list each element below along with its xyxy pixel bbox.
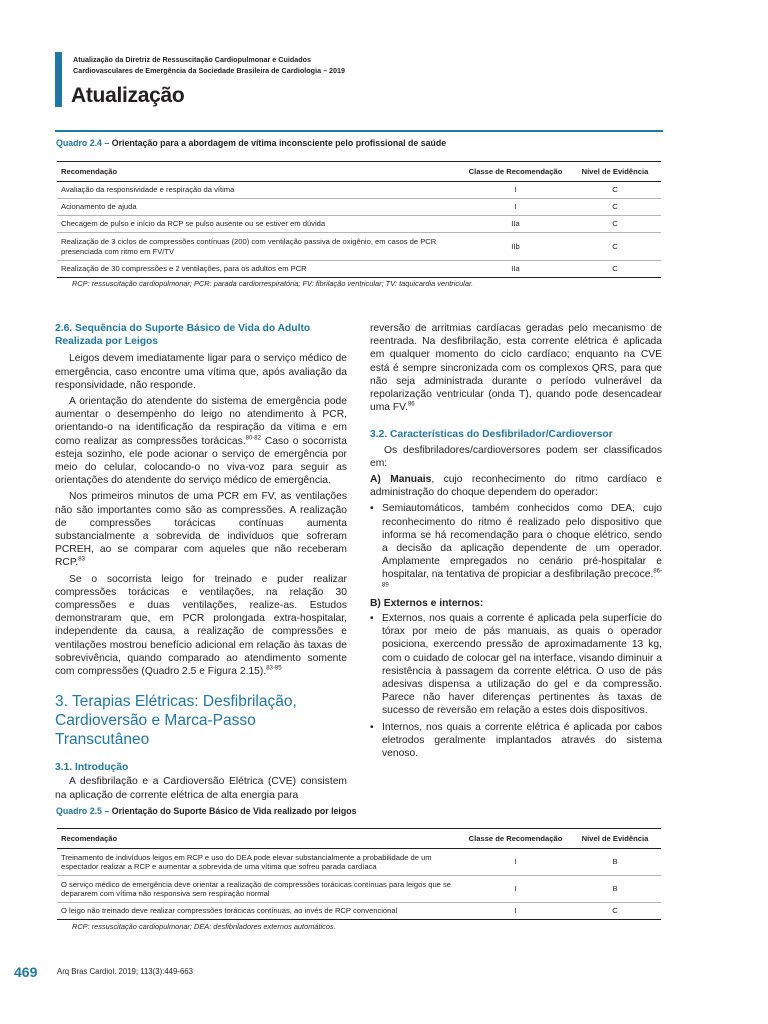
cell-recomendacao: Treinamento de indivíduos leigos em RCP e uso do DEA pode elevar substancialmente a probabilidade de um espectador realizar a RCP e aumentar a sobrevida de uma vítima que sofreu parada cardíaca [57, 849, 462, 876]
cell-nivel: C [569, 903, 661, 920]
section-heading-2-6: 2.6. Sequência do Suporte Básico de Vida do Adulto Realizada por Leigos [55, 323, 311, 348]
cell-classe: I [462, 199, 569, 216]
quadro-2-5-title [56, 806, 357, 816]
journal-citation: Arq Bras Cardiol. 2019; 113(3):449-663 [57, 967, 193, 976]
quadro-2-5-number: Quadro 2.5 – [56, 806, 110, 816]
right-column [370, 322, 662, 760]
column-header-recomendacao: Recomendação [57, 829, 462, 849]
paragraph: A orientação do atendente do sistema de emergência pode aumentar o desempenho do leigo no atendimento à PCR, orientando-o na identificação da respiração da vítima e em como realizar as compressões torácicas.$^{80-82}$ Caso o socorrista esteja sozinho, ele pode acionar o serviço de emergência por meio do celular, colocando-o no viva-voz para seguir as orientações do atendente do serviço médico de emergência. [55, 396, 347, 487]
quadro-2-4-title-text: Orientação para a abordagem de vítima inconsciente pelo profissional de saúde [111, 138, 447, 148]
table-row [57, 199, 661, 216]
list-manuais [370, 502, 662, 594]
cell-classe: I [462, 182, 569, 199]
table-row [57, 216, 661, 233]
header-line-2: Cardiovasculares de Emergência da Sociedade Brasileira de Cardiologia – 2019 [73, 66, 346, 75]
cell-nivel: B [569, 849, 661, 876]
column-header-nivel: Nível de Evidência [569, 829, 661, 849]
quadro-2-5-title-text: Orientação do Suporte Básico de Vida realizado por leigos [111, 806, 357, 816]
column-header-classe: Classe de Recomendação [462, 162, 569, 182]
cell-recomendacao: Avaliação da responsividade e respiração da vítima [57, 182, 462, 199]
paragraph: A desfibrilação e a Cardioversão Elétrica (CVE) consistem na aplicação de corrente elétrica de alta energia para [55, 776, 347, 801]
cell-classe: IIb [462, 233, 569, 261]
section-heading-3: 3. Terapias Elétricas: Desfibrilação, Cardioversão e Marca-Passo Transcutâneo [55, 693, 297, 749]
column-header-nivel: Nível de Evidência [569, 162, 661, 182]
page-number: 469 [14, 964, 38, 980]
cell-classe: IIa [462, 261, 569, 278]
section-heading-3-1: 3.1. Introdução [55, 762, 129, 774]
list-item: • Semiautomáticos, também conhecidos como DEA, cujo reconhecimento do ritmo é realizado pelo dispositivo que informa se há recomendação para o choque elétrico, sendo a decisão da aplicação dependente de um operador. Amplamente empregados no cenário pré-hospitalar e hospitalar, na tentativa de propiciar a desfibrilação precoce.$^{86-89}$ [370, 502, 662, 594]
quadro-2-4-number: Quadro 2.4 – [56, 138, 110, 148]
paragraph: reversão de arritmias cardíacas geradas pelo mecanismo de reentrada. Na desfibrilação, esta corrente elétrica é aplicada em qualquer momento do ciclo cardíaco; enquanto na CVE está é sempre sincronizada com os complexos QRS, para que não seja administrada durante o período vulnerável da repolarização ventricular (onda T), quando pode desencadear uma FV.$^{86}$ [370, 323, 662, 414]
cell-classe: I [462, 903, 569, 920]
cell-nivel: C [569, 182, 661, 199]
quadro-2-5-table [57, 828, 661, 920]
list-label-a: A) Manuais, cujo reconhecimento do ritmo cardíaco e administração do choque dependem do operador: [370, 474, 662, 499]
quadro-2-4-note: RCP: ressuscitação cardiopulmonar; PCR: parada cardiorrespiratória; FV: fibrilação ventricular; TV: taquicardia ventricular. [72, 279, 474, 288]
table-row [57, 849, 661, 876]
paragraph: Nos primeiros minutos de uma PCR em FV, as ventilações não são importantes como são as compressões. A realização de compressões torácicas contínuas aumenta substancialmente a sobrevida de indivíduos que sofreram PCREH, ao se comparar com aqueles que não receberam RCP.$^{83}$ [55, 491, 347, 569]
table-row [57, 233, 661, 261]
header-accent-bar [55, 52, 62, 107]
table-header-row [57, 829, 661, 849]
page-title: Atualização [71, 84, 185, 107]
cell-recomendacao: O leigo não treinado deve realizar compressões torácicas contínuas, ao invés de RCP convencional [57, 903, 462, 920]
cell-classe: IIa [462, 216, 569, 233]
cell-nivel: C [569, 199, 661, 216]
cell-recomendacao: Realização de 30 compressões e 2 ventilações, para os adultos em PCR [57, 261, 462, 278]
paragraph: Se o socorrista leigo for treinado e puder realizar compressões torácicas e ventilações, na relação 30 compressões e duas ventilações, realize-as. Estudos demonstraram que, em PCR prolongada extra-hospitalar, independente da causa, a realização de compressões e ventilações mostrou benefício adicional em relação às taxas de sobrevivência, quando comparado ao atendimento somente com compressões (Quadro 2.5 e Figura 2.15).$^{83-85}$ [55, 573, 347, 678]
list-externos-internos [370, 612, 662, 760]
cell-recomendacao: O serviço médico de emergência deve orientar a realização de compressões torácicas contínuas para leigos que se depararem com vítima não responsiva sem respiração normal [57, 876, 462, 903]
table-row [57, 261, 661, 278]
cell-nivel: B [569, 876, 661, 903]
cell-recomendacao: Realização de 3 ciclos de compressões contínuas (200) com ventilação passiva de oxigênio, em casos de PCR presenciada com ritmo em FV/TV [57, 233, 462, 261]
list-item: • Internos, nos quais a corrente elétrica é aplicada por cabos eletrodos geralmente implantados através do sistema venoso. [370, 721, 662, 761]
column-header-recomendacao: Recomendação [57, 162, 462, 182]
list-item: • Externos, nos quais a corrente é aplicada pela superfície do tórax por meio de pás manuais, as quais o operador posiciona, exercendo pressão de aproximadamente 13 kg, com o cuidado de colocar gel na interface, visando diminuir a resistência à passagem da corrente elétrica. O uso de pás adesivas dispensa a utilização do gel e da compressão. Parece não haver diferenças pertinentes às taxas de sucesso de reversão em relação a estes dois dispositivos. [370, 612, 662, 718]
table-row [57, 903, 661, 920]
cell-nivel: C [569, 261, 661, 278]
quadro-2-4-table [57, 161, 661, 278]
cell-nivel: C [569, 233, 661, 261]
header-line-1: Atualização da Diretriz de Ressuscitação Cardiopulmonar e Cuidados [73, 55, 312, 64]
cell-nivel: C [569, 216, 661, 233]
column-header-classe: Classe de Recomendação [462, 829, 569, 849]
table-row [57, 876, 661, 903]
list-label-b: B) Externos e internos: [370, 597, 484, 609]
cell-recomendacao: Acionamento de ajuda [57, 199, 462, 216]
cell-classe: I [462, 876, 569, 903]
cell-classe: I [462, 849, 569, 876]
table-row [57, 182, 661, 199]
paragraph: Leigos devem imediatamente ligar para o serviço médico de emergência, caso encontre uma vítima que, após avaliação da responsividade, não responde. [55, 353, 347, 391]
quadro-2-5-note: RCP: ressuscitação cardiopulmonar; DEA: desfibriladores externos automáticos. [72, 922, 336, 931]
cell-recomendacao: Checagem de pulso e início da RCP se pulso ausente ou se estiver em dúvida [57, 216, 462, 233]
paragraph: Os desfibriladores/cardioversores podem ser classificados em: [370, 444, 662, 469]
quadro-2-4-title [56, 138, 446, 148]
quadro-2-4-rule [55, 130, 663, 132]
table-header-row [57, 162, 661, 182]
section-heading-3-2: 3.2. Características do Desfibrilador/Cardioversor [370, 429, 613, 441]
left-column [55, 322, 347, 802]
